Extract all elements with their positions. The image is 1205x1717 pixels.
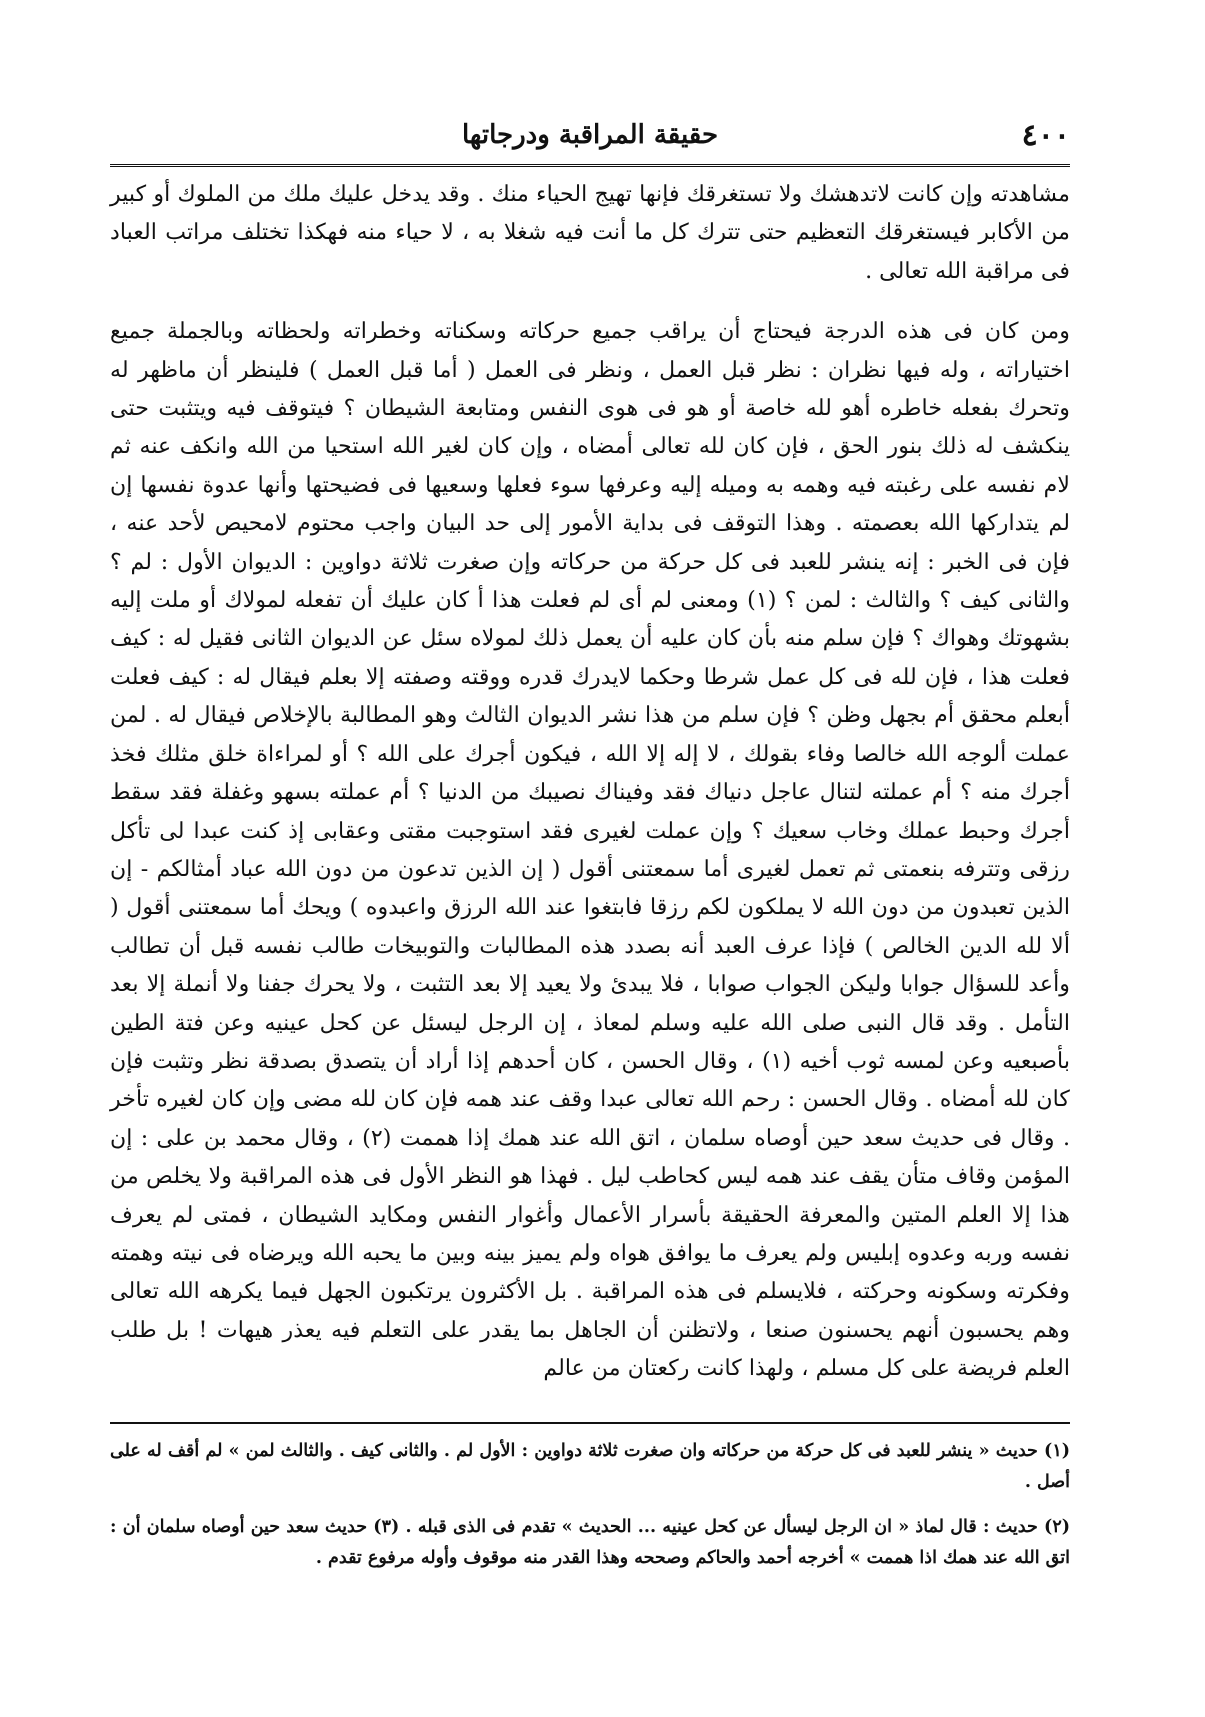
- running-header: [110, 110, 1070, 167]
- page-number: ٤٠٠: [1021, 118, 1070, 153]
- paragraph-1: مشاهدته وإن كانت لاتدهشك ولا تستغرقك فإنها تهيج الحياء منك . وقد يدخل عليك ملك من الملوك أو كبير من الأكابر فيستغرقك التعظيم حتى تترك كل ما أنت فيه شغلا به ، لا حياء منه فهكذا تختلف مراتب العباد فى مراقبة الله تعالى .: [110, 181, 1070, 284]
- paragraph-2: ومن كان فى هذه الدرجة فيحتاج أن يراقب جميع حركاته وسكناته وخطراته ولحظاته وبالجملة جميع اختياراته ، وله فيها نظران : نظر قبل العمل ، ونظر فى العمل ( أما قبل العمل ) فلينظر أن ماظهر له وتحرك بفعله خاطره أهو لله خاصة أو هو فى هوى النفس ومتابعة الشيطان ؟ فيتوقف فيه ويتثبت حتى ينكشف له ذلك بنور الحق ، فإن كان لله تعالى أمضاه ، وإن كان لغير الله استحيا من الله وانكف عنه ثم لام نفسه على رغبته فيه وهمه به وميله إليه وعرفها سوء فعلها وسعيها فى فضيحتها وأنها عدوة نفسها إن لم يتداركها الله بعصمته . وهذا التوقف فى بداية الأمور إلى حد البيان واجب محتوم لامحيص لأحد عنه ، فإن فى الخبر : إنه ينشر للعبد فى كل حركة من حركاته وإن صغرت ثلاثة دواوين : الديوان الأول : لم ؟ والثانى كيف ؟ والثالث : لمن ؟ (١) ومعنى لم أى لم فعلت هذا أ كان عليك أن تفعله لمولاك أو ملت إليه بشهوتك وهواك ؟ فإن سلم منه بأن كان عليه أن يعمل ذلك لمولاه سئل عن الديوان الثانى فقيل له : كيف فعلت هذا ، فإن لله فى كل عمل شرطا وحكما لايدرك قدره ووقته وصفته إلا بعلم فيقال له : كيف فعلت أبعلم محقق أم بجهل وظن ؟ فإن سلم من هذا نشر الديوان الثالث وهو المطالبة بالإخلاص فيقال له . لمن عملت ألوجه الله خالصا وفاء بقولك ، لا إله إلا الله ، فيكون أجرك على الله ؟ أو لمراءاة خلق مثلك فخذ أجرك منه ؟ أم عملته لتنال عاجل دنياك فقد وفيناك نصيبك من الدنيا ؟ أم عملته بسهو وغفلة فقد سقط أجرك وحبط عملك وخاب سعيك ؟ وإن عملت لغيرى فقد استوجبت مقتى وعقابى إذ كنت عبدا لى تأكل رزقى وتترفه بنعمتى ثم تعمل لغيرى أما سمعتنى أقول ( إن الذين تدعون من دون الله عباد أمثالكم - إن الذين تعبدون من دون الله لا يملكون لكم رزقا فابتغوا عند الله الرزق واعبدوه ) ويحك أما سمعتنى أقول ( ألا لله الدين الخالص ) فإذا عرف العبد أنه بصدد هذه المطالبات والتوبيخات طالب نفسه قبل أن تطالب وأعد للسؤال جوابا وليكن الجواب صوابا ، فلا يبدئ ولا يعيد إلا بعد التثبت ، ولا يحرك جفنا ولا أنملة إلا بعد التأمل . وقد قال النبى صلى الله عليه وسلم لمعاذ ، إن الرجل ليسئل عن كحل عينيه وعن فتة الطين بأصبعيه وعن لمسه ثوب أخيه (١) ، وقال الحسن ، كان أحدهم إذا أراد أن يتصدق بصدقة نظر وتثبت فإن كان لله أمضاه . وقال الحسن : رحم الله تعالى عبدا وقف عند همه فإن كان لله مضى وإن كان لغيره تأخر . وقال فى حديث سعد حين أوصاه سلمان ، اتق الله عند همك إذا هممت (٢) ، وقال محمد بن على : إن المؤمن وقاف متأن يقف عند همه ليس كحاطب ليل . فهذا هو النظر الأول فى هذه المراقبة ولا يخلص من هذا إلا العلم المتين والمعرفة الحقيقة بأسرار الأعمال وأغوار النفس ومكايد الشيطان ، فمتى لم يعرف نفسه وربه وعدوه إبليس ولم يعرف ما يوافق هواه ولم يميز بينه وبين ما يحبه الله ويرضاه فى نيته وهمته وفكرته وسكونه وحركته ، فلايسلم فى هذه المراقبة . بل الأكثرون يرتكبون الجهل فيما يكرهه الله تعالى وهم يحسبون أنهم يحسنون صنعا ، ولاتظنن أن الجاهل بما يقدر على التعلم فيه يعذر هيهات ! بل طلب العلم فريضة على كل مسلم ، ولهذا كانت ركعتان من عالم: [110, 318, 1070, 1382]
- body-text: [110, 175, 1070, 1388]
- footnote-2: (٢) حديث : قال لماذ « ان الرجل ليسأل عن كحل عينيه ... الحديث » تقدم فى الذى قبله . (٣) حديث سعد حين أوصاه سلمان أن : اتق الله عند همك اذا هممت » أخرجه أحمد والحاكم وصححه وهذا القدر منه موقوف وأوله مرفوع تقدم .: [110, 1517, 1070, 1568]
- book-page: [110, 110, 1070, 1388]
- footnote-1: (١) حديث « ينشر للعبد فى كل حركة من حركاته وان صغرت ثلاثة دواوين : الأول لم . والثانى كيف . والثالث لمن » لم أقف له على أصل .: [110, 1441, 1070, 1492]
- chapter-title: حقيقة المراقبة ودرجاتها: [461, 120, 719, 150]
- footnotes: [110, 1422, 1070, 1588]
- paragraph-gap: [110, 290, 1070, 312]
